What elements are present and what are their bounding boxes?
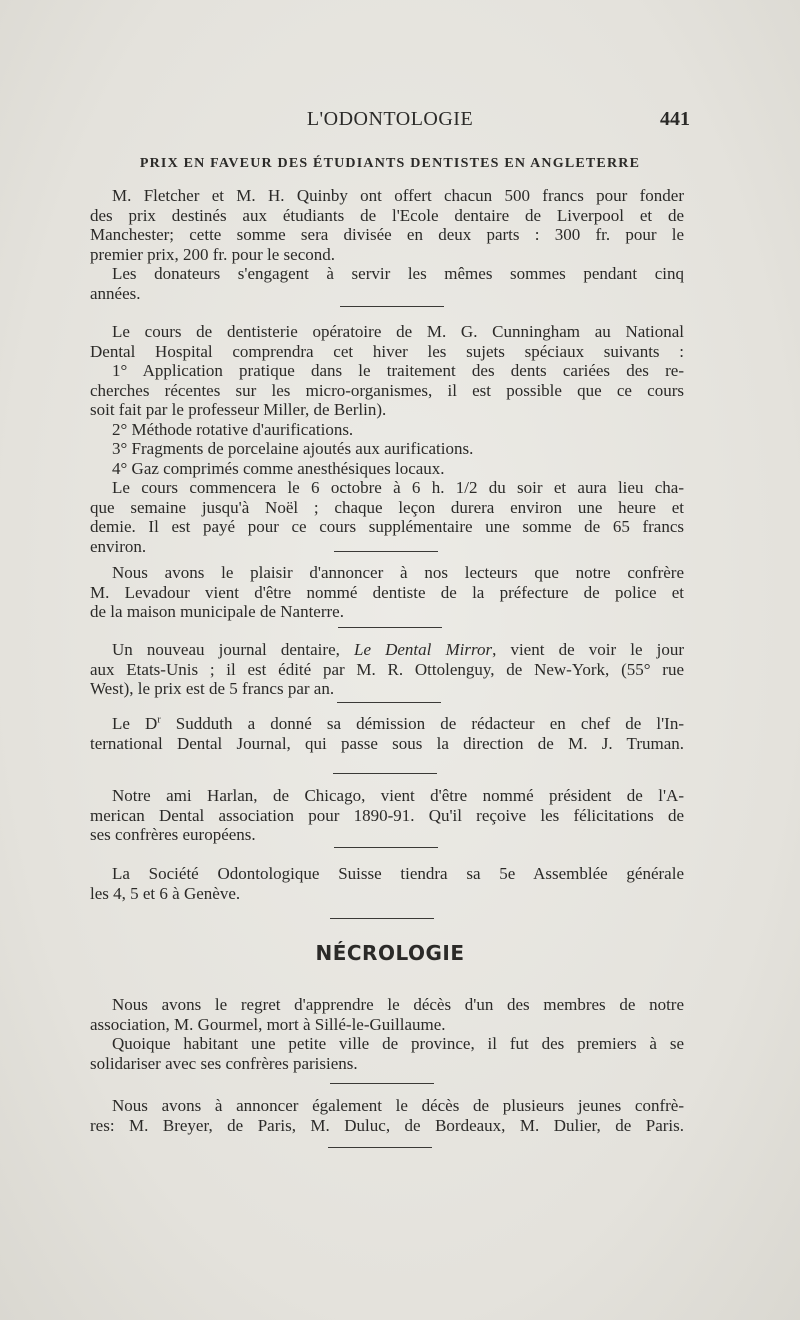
- text-segment: , vient de voir le jour: [492, 640, 685, 659]
- text-segment: Sudduth a donné sa démission de rédacteur en chef de l'In-: [160, 714, 684, 733]
- paragraph-suisse: [90, 864, 684, 903]
- text-line: 1° Application pratique dans le traitement des dents cariées des re-: [112, 361, 684, 380]
- paragraph-sudduth: [90, 714, 684, 753]
- text-line: soit fait par le professeur Miller, de Berlin).: [90, 400, 387, 419]
- text-line: Manchester; cette somme sera divisée en deux parts : 300 fr. pour le: [90, 225, 684, 244]
- text-segment: Un nouveau journal dentaire,: [112, 640, 354, 659]
- journal-title: Le Dental Mirror: [353, 640, 493, 659]
- text-line: Nous avons à annoncer également le décès de plusieurs jeunes confrè-: [112, 1096, 684, 1115]
- paragraph-cunningham: [90, 322, 684, 556]
- text-line: merican Dental association pour 1890-91. Qu'il reçoive les félicitations de: [90, 805, 684, 825]
- text-line: les 4, 5 et 6 à Genève.: [90, 883, 241, 903]
- separator-rule: [330, 918, 434, 919]
- running-title: L'ODONTOLOGIE: [306, 108, 474, 130]
- paragraph-harlan: [90, 786, 684, 845]
- text-line: West), le prix est de 5 francs par an.: [90, 679, 335, 698]
- text-line: M. Fletcher et M. H. Quinby ont offert chacun 500 francs pour fonder: [112, 186, 684, 205]
- text-segment: Le D: [112, 714, 158, 733]
- text-line: association, M. Gourmel, mort à Sillé-le-Guillaume.: [90, 1014, 446, 1034]
- text-line: Dental Hospital comprendra cet hiver les sujets spéciaux suivants :: [90, 341, 684, 361]
- text-line: environ.: [90, 536, 147, 556]
- text-line: M. Levadour vient d'être nommé dentiste de la préfecture de police et: [90, 582, 684, 602]
- text-line: Nous avons le regret d'apprendre le décès d'un des membres de notre: [112, 995, 684, 1014]
- text-line: solidariser avec ses confrères parisiens.: [90, 1053, 358, 1073]
- separator-rule: [338, 627, 442, 628]
- separator-rule: [328, 1147, 432, 1148]
- text-line: que semaine jusqu'à Noël ; chaque leçon durera environ une heure et: [90, 497, 684, 517]
- text-line: cherches récentes sur les micro-organismes, il est possible que ce cours: [90, 380, 684, 400]
- paragraph-prix: [90, 186, 684, 303]
- text-line: [90, 640, 684, 660]
- text-line: Les donateurs s'engagent à servir les mêmes sommes pendant cinq: [112, 264, 684, 283]
- text-line: demie. Il est payé pour ce cours supplémentaire une somme de 65 francs: [90, 517, 684, 536]
- text-line: [90, 714, 684, 734]
- text-line: Notre ami Harlan, de Chicago, vient d'être nommé président de l'A-: [112, 786, 684, 805]
- paragraph-gourmel: [90, 995, 684, 1073]
- page-header: [90, 108, 690, 138]
- separator-rule: [340, 306, 444, 307]
- text-line: premier prix, 200 fr. pour le second.: [90, 244, 336, 264]
- paragraph-jeunes-confreres: [90, 1096, 684, 1135]
- text-line: 4° Gaz comprimés comme anesthésiques locaux.: [112, 458, 445, 478]
- separator-rule: [330, 1083, 434, 1084]
- text-line: 2° Méthode rotative d'aurifications.: [112, 419, 354, 439]
- text-line: de la maison municipale de Nanterre.: [90, 602, 344, 621]
- paragraph-levadour: [90, 563, 684, 622]
- text-line: Le cours commencera le 6 octobre à 6 h. 1/2 du soir et aura lieu cha-: [112, 478, 684, 497]
- necrologie-title: NÉCROLOGIE: [315, 941, 465, 965]
- section-title: PRIX EN FAVEUR DES ÉTUDIANTS DENTISTES EN ANGLETERRE: [139, 156, 641, 171]
- separator-rule: [334, 551, 438, 552]
- page-number: 441: [660, 108, 690, 130]
- text-line: des prix destinés aux étudiants de l'Ecole dentaire de Liverpool et de: [90, 205, 684, 225]
- text-line: La Société Odontologique Suisse tiendra sa 5e Assemblée générale: [112, 864, 684, 883]
- text-line: Le cours de dentisterie opératoire de M. G. Cunningham au National: [112, 322, 684, 341]
- separator-rule: [333, 773, 437, 774]
- separator-rule: [337, 702, 441, 703]
- text-line: Quoique habitant une petite ville de province, il fut des premiers à se: [112, 1034, 684, 1053]
- text-line: 3° Fragments de porcelaine ajoutés aux aurifications.: [112, 439, 474, 458]
- text-line: ternational Dental Journal, qui passe sous la direction de M. J. Truman.: [90, 733, 684, 753]
- text-line: ses confrères européens.: [90, 825, 256, 844]
- paragraph-dental-mirror: [90, 640, 684, 699]
- separator-rule: [334, 847, 438, 848]
- text-line: Nous avons le plaisir d'annoncer à nos lecteurs que notre confrère: [112, 563, 684, 582]
- text-line: res: M. Breyer, de Paris, M. Duluc, de Bordeaux, M. Dulier, de Paris.: [90, 1115, 684, 1135]
- text-superscript: r: [157, 714, 161, 726]
- text-line: aux Etats-Unis ; il est édité par M. R. Ottolenguy, de New-York, (55° rue: [90, 659, 684, 679]
- text-line: années.: [90, 283, 141, 303]
